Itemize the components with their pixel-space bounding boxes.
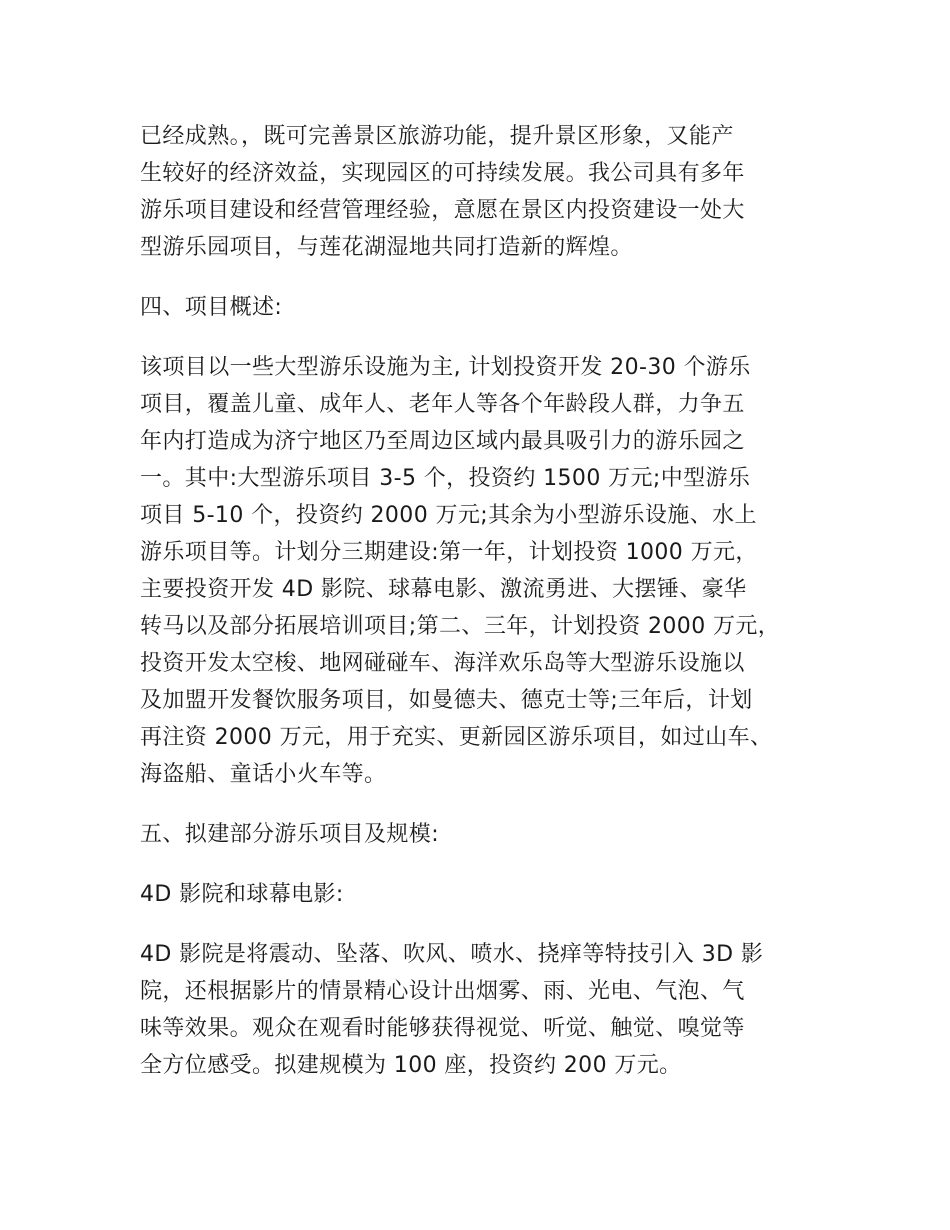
text-line: 年内打造成为济宁地区乃至周边区域内最具吸引力的游乐园之 bbox=[140, 429, 745, 454]
text-line: 生较好的经济效益，实现园区的可持续发展。我公司具有多年 bbox=[140, 161, 745, 186]
subheading-4d-cinema: 4D 影院和球幕电影: bbox=[140, 882, 344, 907]
text-line: 海盗船、童话小火车等。 bbox=[140, 762, 387, 787]
text-line: 味等效果。观众在观看时能够获得视觉、听觉、触觉、嗅觉等 bbox=[140, 1016, 745, 1041]
text-line: 投资开发太空梭、地网碰碰车、海洋欢乐岛等大型游乐设施以 bbox=[140, 651, 745, 676]
section-heading-overview: 四、项目概述: bbox=[140, 295, 283, 320]
text-line: 型游乐园项目，与莲花湖湿地共同打造新的辉煌。 bbox=[140, 235, 633, 260]
text-line: 一。其中:大型游乐项目 3-5 个，投资约 1500 万元;中型游乐 bbox=[140, 466, 751, 491]
text-line: 4D 影院是将震动、坠落、吹风、喷水、挠痒等特技引入 3D 影 bbox=[140, 942, 764, 967]
text-line: 项目，覆盖儿童、成年人、老年人等各个年龄段人群，力争五 bbox=[140, 392, 745, 417]
text-line: 全方位感受。拟建规模为 100 座，投资约 200 万元。 bbox=[140, 1053, 682, 1078]
text-line: 游乐项目建设和经营管理经验，意愿在景区内投资建设一处大 bbox=[140, 198, 745, 223]
paragraph-intro bbox=[140, 118, 820, 266]
paragraph-overview bbox=[140, 349, 820, 793]
text-line: 主要投资开发 4D 影院、球幕电影、激流勇进、大摆锤、豪华 bbox=[140, 577, 747, 602]
text-line: 再注资 2000 万元，用于充实、更新园区游乐项目，如过山车、 bbox=[140, 725, 773, 750]
text-line: 该项目以一些大型游乐设施为主, 计划投资开发 20-30 个游乐 bbox=[140, 355, 751, 380]
text-line: 院，还根据影片的情景精心设计出烟雾、雨、光电、气泡、气 bbox=[140, 979, 745, 1004]
text-line: 游乐项目等。计划分三期建设:第一年，计划投资 1000 万元， bbox=[140, 540, 758, 565]
text-line: 已经成熟。，既可完善景区旅游功能，提升景区形象，又能产 bbox=[140, 124, 734, 149]
text-line: 项目 5-10 个，投资约 2000 万元;其余为小型游乐设施、水上 bbox=[140, 503, 757, 528]
section-heading-projects: 五、拟建部分游乐项目及规模: bbox=[140, 822, 440, 847]
paragraph-4d-cinema bbox=[140, 936, 820, 1084]
text-line: 及加盟开发餐饮服务项目，如曼德夫、德克士等;三年后，计划 bbox=[140, 688, 753, 713]
text-line: 转马以及部分拓展培训项目;第二、三年，计划投资 2000 万元， bbox=[140, 614, 781, 639]
document-body bbox=[140, 118, 820, 1107]
